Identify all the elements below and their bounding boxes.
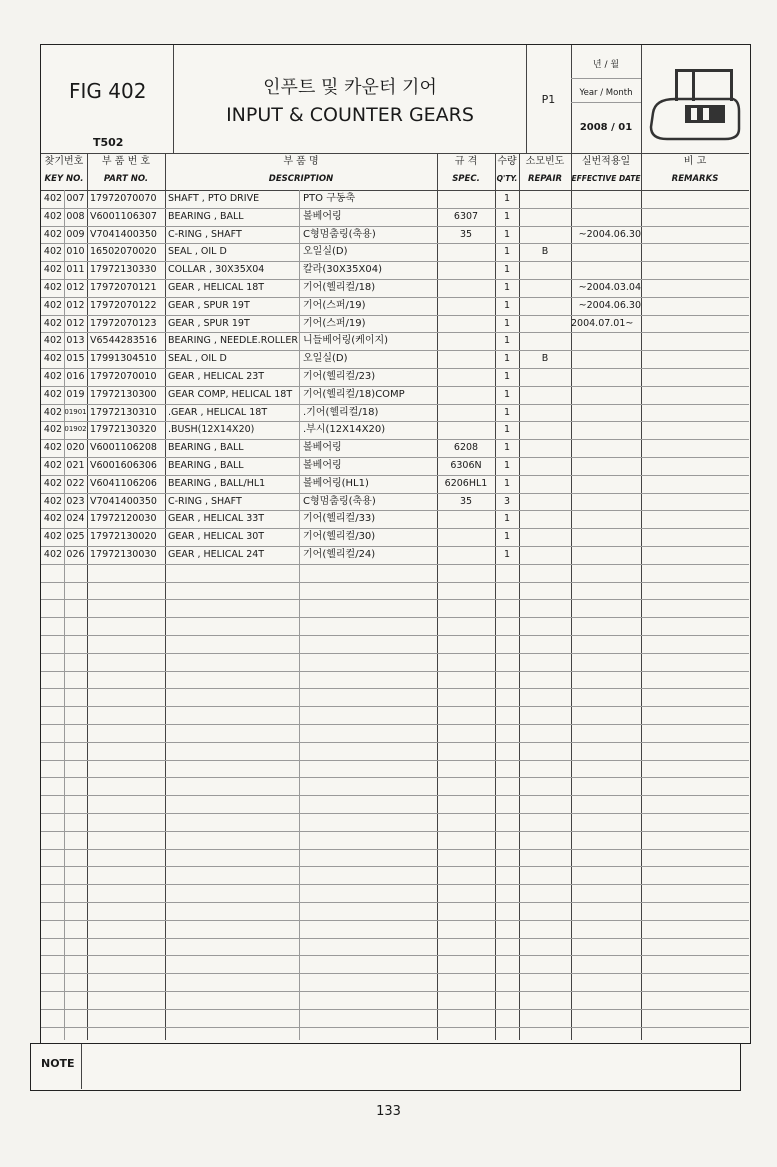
cell-repair: B: [541, 353, 549, 365]
cell-fig: 402: [43, 442, 63, 454]
cell-fig: 402: [43, 193, 63, 204]
cell-eff: [571, 261, 641, 279]
fig-number: FIG 402: [69, 79, 147, 103]
cell-eff: [571, 243, 641, 261]
cell-fig: 402: [43, 531, 63, 543]
cell-part: 17972130310: [90, 406, 157, 418]
cell-part: V7041400350: [90, 495, 157, 507]
cell-fig: 402: [43, 388, 63, 400]
cell-qty: 1: [503, 317, 511, 329]
cell-eff: [571, 404, 641, 422]
cell-spec: [437, 297, 495, 315]
cell-eff: [571, 475, 641, 493]
cell-part: 16502070020: [90, 246, 157, 258]
cell-desc-ko: 기어(헬리컬/23): [303, 371, 376, 382]
cell-repair: [519, 404, 571, 422]
cell-desc-ko: 기어(헬리컬/18): [303, 282, 376, 293]
cell-part: 17972070122: [90, 299, 157, 311]
cell-desc-ko: C형멈춤링(축용): [303, 228, 376, 240]
cell-eff: [571, 528, 641, 546]
cell-key: 010: [66, 246, 85, 258]
cell-qty: 1: [503, 193, 511, 204]
date-label-en: Year / Month: [579, 88, 633, 98]
cell-qty: 1: [503, 371, 511, 382]
col-part-en: PART NO.: [103, 174, 149, 184]
cell-qty: 1: [503, 228, 511, 240]
col-desc-en: DESCRIPTION: [268, 174, 334, 184]
cell-desc-ko: .기어(헬리컬/18): [303, 406, 379, 418]
col-repair-en: REPAIR: [527, 174, 563, 184]
cell-repair: [519, 279, 571, 297]
cell-spec: [437, 368, 495, 386]
cell-desc-ko: .부시(12X14X20): [303, 424, 386, 436]
cell-fig: 402: [43, 228, 63, 240]
cell-fig: 402: [43, 317, 63, 329]
cell-part: 17972130030: [90, 549, 157, 560]
cell-desc-ko: 기어(헬리컬/30): [303, 531, 376, 543]
cell-spec: [437, 279, 495, 297]
cell-desc-en: BEARING , NEEDLE.ROLLER: [168, 335, 298, 347]
col-key-ko: 찾기번호: [44, 156, 84, 167]
cell-repair: [519, 439, 571, 457]
col-spec-ko: 규 격: [454, 156, 478, 167]
cell-desc-ko: 기어(스퍼/19): [303, 317, 366, 329]
title-korean: 인푸트 및 카운터 기어: [263, 77, 437, 98]
cell-qty: 1: [503, 353, 511, 365]
cell-spec: [437, 261, 495, 279]
cell-eff: ~2004.03.04: [578, 282, 641, 293]
cell-repair: [519, 297, 571, 315]
cell-fig: 402: [43, 299, 63, 311]
cell-eff: [571, 386, 641, 404]
cell-part: V6544283516: [90, 335, 157, 347]
cell-desc-ko: 볼베어링: [303, 460, 342, 471]
cell-eff: [571, 368, 641, 386]
cell-part: 17972130020: [90, 531, 157, 543]
col-remarks-ko: 비 고: [683, 156, 707, 167]
cell-qty: 1: [503, 442, 511, 454]
cell-qty: 1: [503, 335, 511, 347]
cell-desc-en: BEARING , BALL: [168, 210, 244, 222]
cell-qty: 1: [503, 299, 511, 311]
cell-fig: 402: [43, 424, 63, 436]
cell-spec: [437, 315, 495, 333]
cell-desc-ko: C형멈춤링(축용): [303, 495, 376, 507]
cell-qty: 1: [503, 477, 511, 489]
cell-key: 021: [66, 460, 85, 471]
cell-desc-ko: 칼라(30X35X04): [303, 264, 382, 276]
cell-desc-en: COLLAR , 30X35X04: [168, 264, 265, 276]
cell-spec: [437, 528, 495, 546]
cell-part: 17991304510: [90, 353, 157, 365]
cell-eff: ~2004.06.30: [578, 228, 641, 240]
cell-spec: 6206HL1: [444, 477, 488, 489]
cell-spec: [437, 332, 495, 350]
cell-fig: 402: [43, 210, 63, 222]
cell-qty: 1: [503, 282, 511, 293]
col-repair-ko: 소모빈도: [525, 156, 565, 167]
cell-desc-ko: 기어(헬리컬/24): [303, 549, 376, 560]
cell-qty: 1: [503, 388, 511, 400]
cell-qty: 1: [503, 424, 511, 436]
col-qty-ko: 수량: [497, 156, 517, 167]
cell-desc-en: SHAFT , PTO DRIVE: [168, 193, 260, 204]
cell-desc-ko: 기어(스퍼/19): [303, 299, 366, 311]
cell-part: V6001106307: [90, 210, 157, 222]
cell-repair: [519, 457, 571, 475]
cell-repair: [519, 368, 571, 386]
cell-part: V6001106208: [90, 442, 157, 454]
cell-key: 020: [66, 442, 85, 454]
cell-desc-ko: 오일실(D): [303, 246, 348, 258]
cell-repair: B: [541, 246, 549, 258]
cell-desc-en: GEAR , SPUR 19T: [168, 317, 250, 329]
cell-key: 012: [66, 299, 85, 311]
cell-qty: 1: [503, 531, 511, 543]
cell-qty: 1: [503, 210, 511, 222]
cell-desc-en: BEARING , BALL: [168, 460, 244, 471]
col-eff-ko: 실번적용일: [581, 156, 631, 167]
cell-key: 009: [66, 228, 85, 240]
cell-fig: 402: [43, 513, 63, 525]
cell-desc-en: GEAR , HELICAL 23T: [168, 371, 265, 382]
cell-repair: [519, 332, 571, 350]
tractor-icon: [645, 65, 743, 145]
cell-repair: [519, 510, 571, 528]
cell-key: 024: [66, 513, 85, 525]
cell-key: 019: [66, 388, 85, 400]
cell-fig: 402: [43, 246, 63, 258]
cell-eff: [571, 493, 641, 511]
cell-qty: 1: [503, 460, 511, 471]
col-key-en: KEY NO.: [44, 174, 84, 184]
cell-eff: [571, 439, 641, 457]
cell-spec: 6306N: [450, 460, 482, 471]
cell-key: 01901: [64, 407, 87, 416]
cell-spec: [437, 404, 495, 422]
cell-part: 17972070121: [90, 282, 157, 293]
col-remarks-en: REMARKS: [671, 174, 719, 184]
note-box: [30, 1043, 741, 1091]
cell-eff: [571, 421, 641, 439]
cell-key: 023: [66, 495, 85, 507]
cell-desc-ko: 오일실(D): [303, 353, 348, 365]
cell-eff: [571, 208, 641, 226]
cell-qty: 1: [503, 406, 511, 418]
cell-eff: [571, 332, 641, 350]
cell-desc-en: GEAR , HELICAL 18T: [168, 282, 265, 293]
cell-eff: [571, 546, 641, 564]
cell-part: V6041106206: [90, 477, 157, 489]
cell-repair: [519, 226, 571, 244]
cell-desc-en: GEAR , SPUR 19T: [168, 299, 250, 311]
cell-fig: 402: [43, 335, 63, 347]
cell-desc-en: GEAR , HELICAL 33T: [168, 513, 265, 525]
cell-qty: 1: [503, 549, 511, 560]
cell-eff: [571, 457, 641, 475]
cell-key: 016: [66, 371, 85, 382]
cell-desc-en: C-RING , SHAFT: [168, 495, 242, 507]
cell-spec: [437, 386, 495, 404]
cell-spec: [437, 243, 495, 261]
cell-part: 17972070010: [90, 371, 157, 382]
cell-fig: 402: [43, 406, 63, 418]
cell-key: 008: [66, 210, 85, 222]
cell-eff: 2004.07.01~: [571, 317, 634, 329]
cell-desc-ko: 기어(헬리컬/18)COMP: [303, 388, 405, 400]
cell-key: 026: [66, 549, 85, 560]
cell-desc-ko: 니들베어링(케이지): [303, 335, 389, 347]
col-spec-en: SPEC.: [452, 174, 480, 184]
col-desc-ko: 부 품 명: [283, 156, 319, 167]
cell-part: 17972120030: [90, 513, 157, 525]
date-value: 2008 / 01: [579, 122, 633, 133]
cell-key: 015: [66, 353, 85, 365]
col-part-ko: 부 품 번 호: [101, 156, 151, 167]
cell-fig: 402: [43, 495, 63, 507]
cell-fig: 402: [43, 353, 63, 365]
cell-desc-ko: 볼베어링(HL1): [303, 477, 369, 489]
cell-eff: [571, 350, 641, 368]
cell-qty: 1: [503, 513, 511, 525]
cell-key: 007: [66, 193, 85, 204]
cell-part: V7041400350: [90, 228, 157, 240]
cell-eff: ~2004.06.30: [578, 299, 641, 311]
cell-spec: [437, 190, 495, 208]
note-label: NOTE: [41, 1057, 75, 1070]
date-label-ko: 년 / 월: [592, 60, 620, 70]
cell-desc-ko: PTO 구동축: [303, 193, 356, 204]
cell-spec: 6208: [453, 442, 479, 454]
cell-fig: 402: [43, 282, 63, 293]
cell-spec: [437, 421, 495, 439]
cell-spec: 6307: [453, 210, 479, 222]
cell-repair: [519, 421, 571, 439]
cell-part: 17972130300: [90, 388, 157, 400]
cell-key: 012: [66, 317, 85, 329]
model-code: T502: [93, 136, 124, 149]
cell-qty: 1: [503, 264, 511, 276]
cell-part: 17972070123: [90, 317, 157, 329]
cell-key: 013: [66, 335, 85, 347]
col-qty-en: Q'TY.: [496, 174, 518, 183]
cell-key: 025: [66, 531, 85, 543]
cell-eff: [571, 510, 641, 528]
cell-fig: 402: [43, 477, 63, 489]
col-eff-en: EFFECTIVE DATE: [571, 174, 641, 183]
cell-repair: [519, 315, 571, 333]
cell-spec: 35: [459, 495, 473, 507]
cell-repair: [519, 386, 571, 404]
cell-part: V6001606306: [90, 460, 157, 471]
cell-desc-en: SEAL , OIL D: [168, 246, 227, 258]
cell-desc-en: C-RING , SHAFT: [168, 228, 242, 240]
cell-desc-ko: 볼베어링: [303, 210, 342, 222]
cell-repair: [519, 528, 571, 546]
cell-key: 011: [66, 264, 85, 276]
cell-desc-en: .GEAR , HELICAL 18T: [168, 406, 268, 418]
cell-repair: [519, 475, 571, 493]
cell-key: 01902: [64, 425, 87, 434]
cell-qty: 1: [503, 246, 511, 258]
cell-qty: 3: [503, 495, 511, 507]
title-english: INPUT & COUNTER GEARS: [226, 104, 474, 126]
cell-spec: [437, 350, 495, 368]
cell-eff: [571, 190, 641, 208]
cell-desc-en: BEARING , BALL: [168, 442, 244, 454]
cell-desc-en: GEAR , HELICAL 24T: [168, 549, 265, 560]
cell-key: 022: [66, 477, 85, 489]
page-number: 133: [376, 1104, 401, 1119]
cell-repair: [519, 493, 571, 511]
cell-desc-en: GEAR COMP, HELICAL 18T: [168, 388, 293, 400]
cell-fig: 402: [43, 371, 63, 382]
page-code: P1: [541, 93, 556, 106]
cell-spec: [437, 546, 495, 564]
cell-fig: 402: [43, 460, 63, 471]
cell-repair: [519, 261, 571, 279]
parts-sheet: [40, 44, 751, 1044]
cell-fig: 402: [43, 549, 63, 560]
cell-spec: [437, 510, 495, 528]
cell-part: 17972130330: [90, 264, 157, 276]
cell-desc-en: SEAL , OIL D: [168, 353, 227, 365]
cell-desc-ko: 기어(헬리컬/33): [303, 513, 376, 525]
cell-desc-en: BEARING , BALL/HL1: [168, 477, 266, 489]
cell-repair: [519, 190, 571, 208]
cell-key: 012: [66, 282, 85, 293]
cell-repair: [519, 208, 571, 226]
cell-spec: 35: [459, 228, 473, 240]
cell-desc-ko: 볼베어링: [303, 442, 342, 454]
cell-part: 17972070070: [90, 193, 157, 204]
cell-desc-en: .BUSH(12X14X20): [168, 424, 255, 436]
cell-desc-en: GEAR , HELICAL 30T: [168, 531, 265, 543]
cell-repair: [519, 546, 571, 564]
cell-fig: 402: [43, 264, 63, 276]
cell-part: 17972130320: [90, 424, 157, 436]
